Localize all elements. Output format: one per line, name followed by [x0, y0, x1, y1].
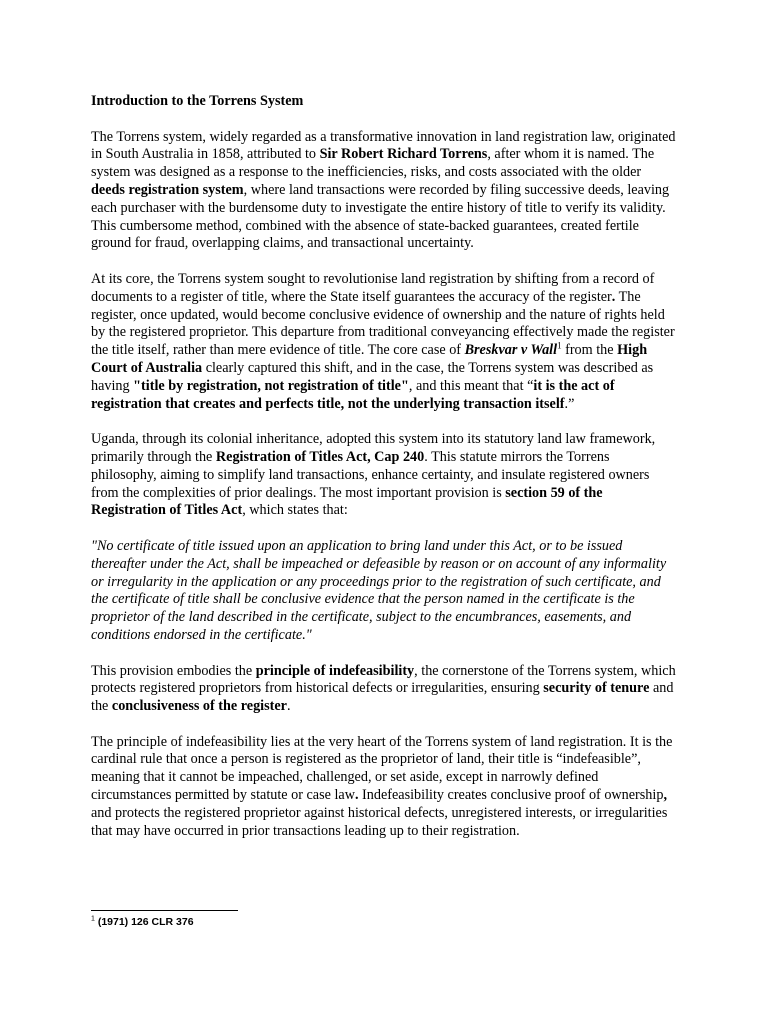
paragraph-origins: The Torrens system, widely regarded as a transformative innovation in land registration law, originated in South Australia in 1858, attributed to Sir Robert Richard Torrens, after whom it is named. The system was designed as a response to the inefficiencies, risks, and costs associated with the older deeds registration system, where land transactions were recorded by filing successive deeds, leaving each purchaser with the burdensome duty to investigate the entire history of title to verify its validity. This cumbersome method, combined with the absence of state-backed guarantees, created fertile ground for fraud, overlapping claims, and transactional uncertainty.	[91, 128, 676, 252]
footnote-reference[interactable]: 1	[557, 340, 562, 351]
document-body	[91, 93, 677, 858]
footnote	[91, 915, 194, 929]
document-heading: Introduction to the Torrens System	[91, 93, 304, 109]
footnote-separator	[91, 910, 238, 911]
act-name: Registration of Titles Act, Cap 240	[215, 448, 425, 465]
footnote-text: (1971) 126 CLR 376	[94, 916, 194, 928]
registration-principle: it is the act of registration that creates and perfects title, not the underlying transaction itself	[91, 377, 615, 412]
footnote-marker: 1	[91, 915, 95, 923]
conclusiveness-term: conclusiveness of the register	[111, 698, 287, 715]
paragraph-indefeasibility: This provision embodies the principle of indefeasibility, the cornerstone of the Torrens system, which protects registered proprietors from historical defects or irregularities, ensuring security of tenure and the conclusiveness of the register.	[91, 662, 676, 715]
tenure-term: security of tenure	[543, 680, 650, 697]
torrens-name: Sir Robert Richard Torrens	[319, 146, 488, 163]
court-name: High Court of Australia	[91, 342, 648, 376]
paragraph-core: At its core, the Torrens system sought to revolutionise land registration by shifting from a record of documents to a register of title, where the State itself guarantees the accuracy of the register. The register, once updated, would become conclusive evidence of ownership and the nature of rights held by the registered proprietor. This departure from traditional conveyancing effectively made the register the title itself, rather than mere evidence of title. The core case of Breskvar v Wall$^1$ from the High Court of Australia clearly captured this shift, and in the case, the Torrens system was described as having "title by registration, not registration of title", and this meant that “it is the act of registration that creates and perfects title, not the underlying transaction itself.”	[91, 270, 675, 412]
section-reference: section 59 of the Registration of Titles Act	[91, 484, 603, 519]
case-name: Breskvar v Wall	[464, 342, 558, 359]
paragraph-principle: The principle of indefeasibility lies at the very heart of the Torrens system of land registration. It is the cardinal rule that once a person is registered as the proprietor of land, their title is “indefeasible”, meaning that it cannot be impeached, challenged, or set aside, except in narrowly defined circumstances permitted by statute or case law. Indefeasibility creates conclusive proof of ownership, and protects the registered proprietor against historical defects, unregistered interests, or irregularities that may have occurred in prior transactions leading up to their registration.	[91, 733, 673, 839]
paragraph-uganda: Uganda, through its colonial inheritance, adopted this system into its statutory land law framework, primarily through the Registration of Titles Act, Cap 240. This statute mirrors the Torrens philosophy, aiming to simplify land transactions, enhance certainty, and insulate registered owners from the complexities of prior dealings. The most important provision is section 59 of the Registration of Titles Act, which states that:	[91, 431, 656, 519]
indefeasibility-term: principle of indefeasibility	[255, 662, 415, 679]
key-phrase: "title by registration, not registration of title"	[133, 377, 409, 394]
deeds-system-term: deeds registration system	[91, 181, 244, 198]
statutory-quote: "No certificate of title issued upon an application to bring land under this Act, or to be issued thereafter under the Act, shall be impeached or defeasible by reason or on account of any informality or irregularity in the application or any proceedings prior to the registration of such certificate, and the certificate of title shall be conclusive evidence that the person named in the certificate is the proprietor of the land described in the certificate, subject to the encumbrances, easements, and conditions endorsed in the certificate."	[91, 537, 667, 643]
